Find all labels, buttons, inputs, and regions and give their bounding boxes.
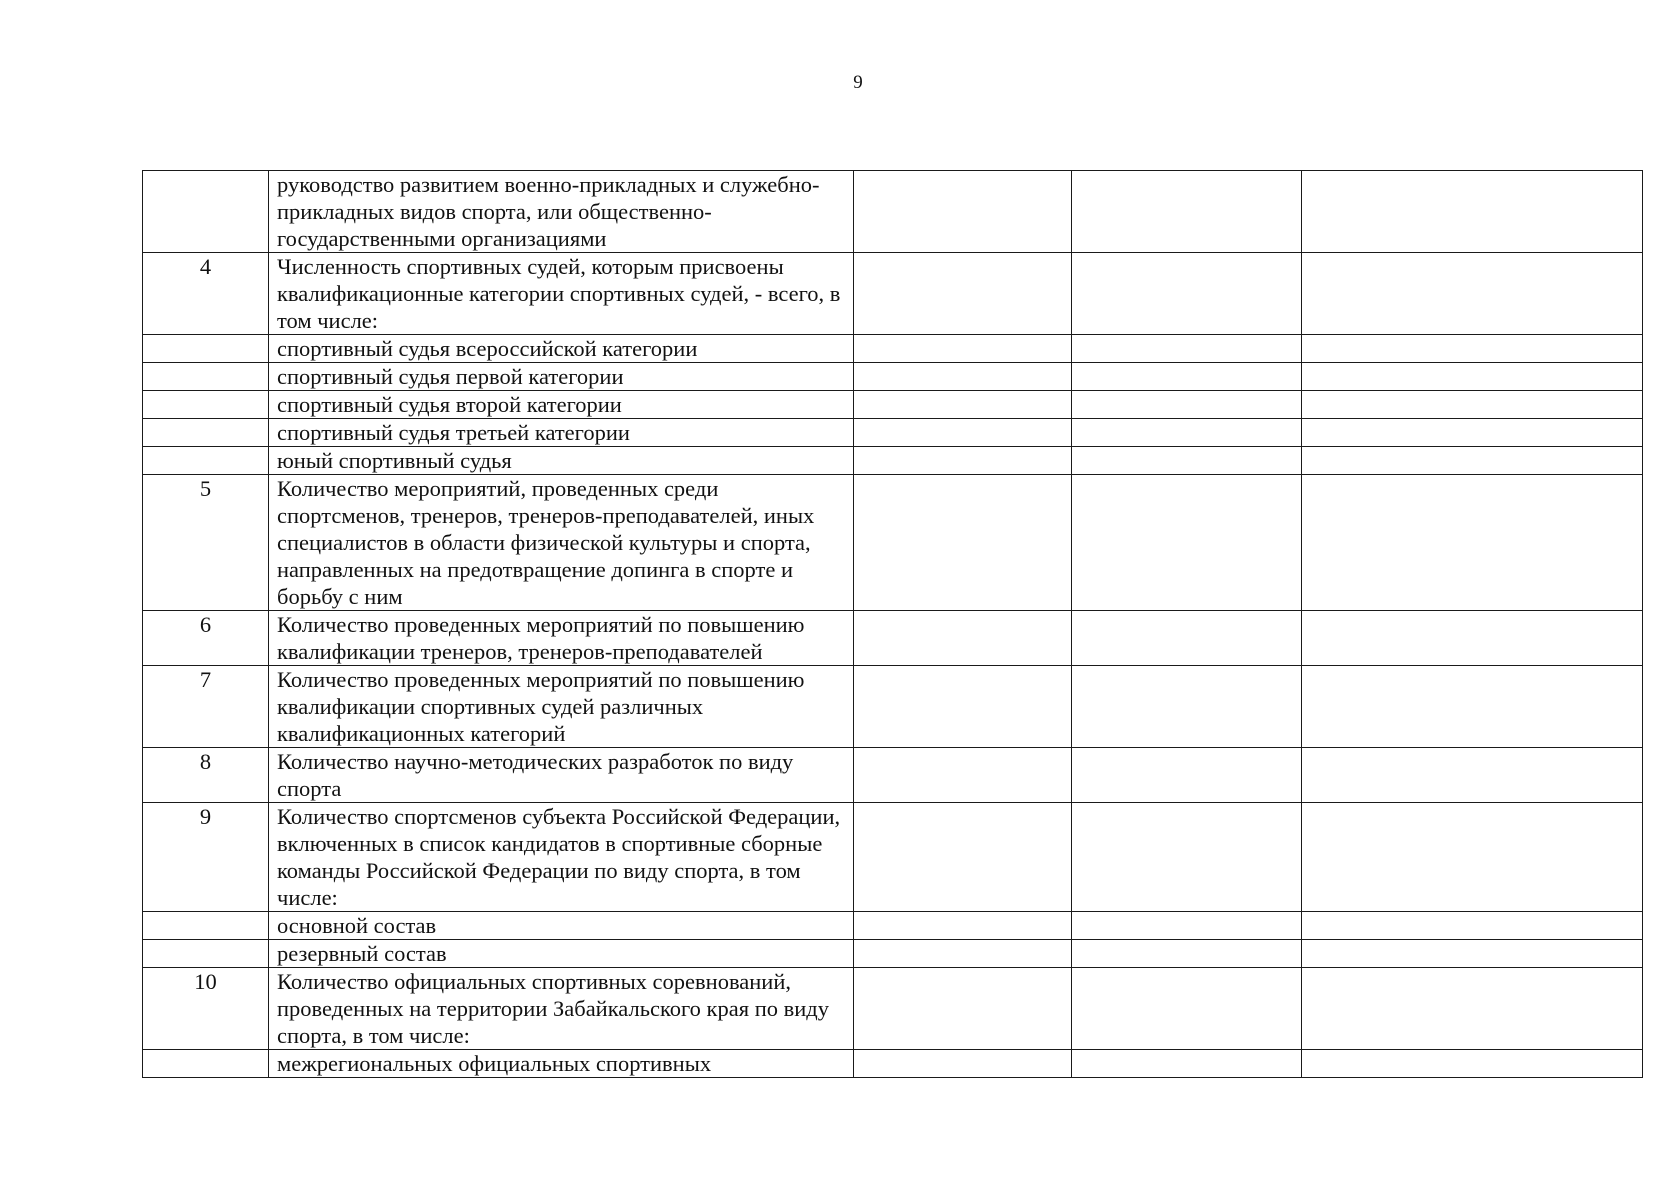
- row-number: 7: [143, 666, 269, 748]
- value-cell: [1072, 391, 1302, 419]
- value-cell: [1302, 940, 1643, 968]
- row-number: [143, 171, 269, 253]
- table-row: [143, 475, 1643, 611]
- value-cell: [1072, 447, 1302, 475]
- value-cell: [854, 391, 1072, 419]
- row-number: [143, 391, 269, 419]
- value-cell: [1302, 447, 1643, 475]
- value-cell: [1302, 475, 1643, 611]
- value-cell: [1072, 940, 1302, 968]
- row-number: [143, 335, 269, 363]
- value-cell: [1302, 391, 1643, 419]
- row-description: руководство развитием военно-прикладных и служебно-прикладных видов спорта, или общественно-государственными организациями: [269, 171, 854, 253]
- row-number: [143, 1050, 269, 1078]
- row-number: 6: [143, 611, 269, 666]
- row-description: Количество научно-методических разработок по виду спорта: [269, 748, 854, 803]
- value-cell: [854, 419, 1072, 447]
- value-cell: [1302, 968, 1643, 1050]
- value-cell: [1302, 666, 1643, 748]
- value-cell: [854, 803, 1072, 912]
- row-description: основной состав: [269, 912, 854, 940]
- table-row: [143, 748, 1643, 803]
- row-description: Количество проведенных мероприятий по повышению квалификации спортивных судей различных квалификационных категорий: [269, 666, 854, 748]
- row-description: юный спортивный судья: [269, 447, 854, 475]
- row-number: 4: [143, 253, 269, 335]
- table-row: [143, 419, 1643, 447]
- value-cell: [1072, 419, 1302, 447]
- table-row: [143, 940, 1643, 968]
- value-cell: [1302, 335, 1643, 363]
- row-description: Количество мероприятий, проведенных среди спортсменов, тренеров, тренеров-преподавателей, иных специалистов в области физической культуры и спорта, направленных на предотвращение допинга в спорте и борьбу с ним: [269, 475, 854, 611]
- row-description: Количество спортсменов субъекта Российской Федерации, включенных в список кандидатов в спортивные сборные команды Российской Федерации по виду спорта, в том числе:: [269, 803, 854, 912]
- value-cell: [1302, 803, 1643, 912]
- value-cell: [1302, 748, 1643, 803]
- table-row: [143, 611, 1643, 666]
- row-description: Численность спортивных судей, которым присвоены квалификационные категории спортивных судей, - всего, в том числе:: [269, 253, 854, 335]
- row-number: 10: [143, 968, 269, 1050]
- value-cell: [1302, 611, 1643, 666]
- row-number: 8: [143, 748, 269, 803]
- value-cell: [1072, 748, 1302, 803]
- table-row: [143, 447, 1643, 475]
- value-cell: [854, 335, 1072, 363]
- value-cell: [1072, 171, 1302, 253]
- value-cell: [854, 940, 1072, 968]
- row-number: 5: [143, 475, 269, 611]
- row-description: межрегиональных официальных спортивных: [269, 1050, 854, 1078]
- table-row: [143, 253, 1643, 335]
- value-cell: [854, 968, 1072, 1050]
- table-container: [142, 170, 1642, 1078]
- row-number: [143, 940, 269, 968]
- row-number: [143, 363, 269, 391]
- value-cell: [854, 253, 1072, 335]
- value-cell: [1072, 803, 1302, 912]
- row-description: спортивный судья первой категории: [269, 363, 854, 391]
- value-cell: [854, 1050, 1072, 1078]
- value-cell: [854, 748, 1072, 803]
- value-cell: [1302, 912, 1643, 940]
- row-number: [143, 419, 269, 447]
- table-row: [143, 968, 1643, 1050]
- table-row: [143, 335, 1643, 363]
- value-cell: [1072, 253, 1302, 335]
- value-cell: [854, 666, 1072, 748]
- value-cell: [854, 171, 1072, 253]
- value-cell: [1302, 419, 1643, 447]
- value-cell: [854, 447, 1072, 475]
- value-cell: [1302, 363, 1643, 391]
- value-cell: [1072, 335, 1302, 363]
- row-description: спортивный судья всероссийской категории: [269, 335, 854, 363]
- row-description: Количество официальных спортивных соревнований, проведенных на территории Забайкальского края по виду спорта, в том числе:: [269, 968, 854, 1050]
- table-row: [143, 1050, 1643, 1078]
- table-row: [143, 666, 1643, 748]
- row-description: спортивный судья второй категории: [269, 391, 854, 419]
- row-number: 9: [143, 803, 269, 912]
- table-row: [143, 912, 1643, 940]
- value-cell: [1302, 1050, 1643, 1078]
- row-number: [143, 912, 269, 940]
- value-cell: [1072, 912, 1302, 940]
- row-description: резервный состав: [269, 940, 854, 968]
- table-row: [143, 803, 1643, 912]
- table-row: [143, 391, 1643, 419]
- row-description: Количество проведенных мероприятий по повышению квалификации тренеров, тренеров-преподавателей: [269, 611, 854, 666]
- value-cell: [1072, 475, 1302, 611]
- value-cell: [1072, 363, 1302, 391]
- value-cell: [1302, 253, 1643, 335]
- table-row: [143, 171, 1643, 253]
- value-cell: [1072, 666, 1302, 748]
- indicators-table: [142, 170, 1643, 1078]
- value-cell: [854, 912, 1072, 940]
- value-cell: [854, 611, 1072, 666]
- value-cell: [1072, 1050, 1302, 1078]
- value-cell: [854, 363, 1072, 391]
- value-cell: [1072, 968, 1302, 1050]
- row-number: [143, 447, 269, 475]
- page-number: 9: [853, 72, 863, 93]
- value-cell: [1072, 611, 1302, 666]
- value-cell: [854, 475, 1072, 611]
- value-cell: [1302, 171, 1643, 253]
- table-row: [143, 363, 1643, 391]
- row-description: спортивный судья третьей категории: [269, 419, 854, 447]
